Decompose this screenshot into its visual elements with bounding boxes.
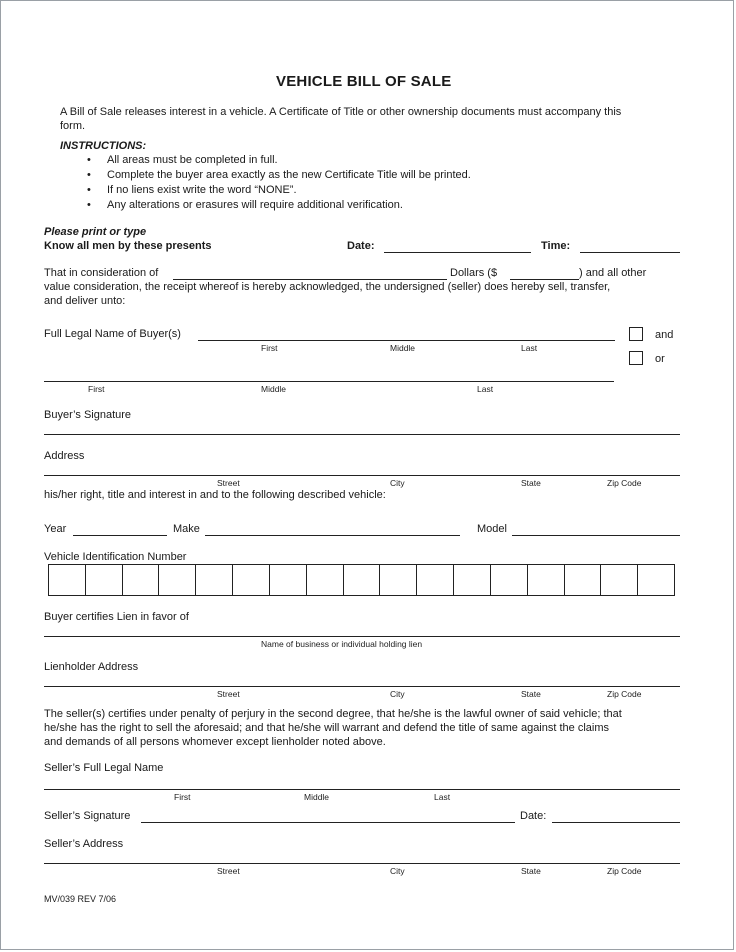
lien-holder-field[interactable] bbox=[44, 636, 680, 637]
seller-name-label: Seller’s Full Legal Name bbox=[44, 762, 164, 774]
or-checkbox[interactable] bbox=[629, 351, 643, 365]
vin-character-cell[interactable] bbox=[454, 565, 491, 595]
vin-character-cell[interactable] bbox=[417, 565, 454, 595]
vin-grid bbox=[48, 564, 675, 596]
year-field[interactable] bbox=[73, 535, 167, 536]
time-label: Time: bbox=[541, 240, 571, 252]
buyer-signature-label: Buyer’s Signature bbox=[44, 409, 132, 421]
date-label: Date: bbox=[347, 240, 375, 252]
seller-zip-caption: Zip Code bbox=[607, 866, 642, 876]
vin-character-cell[interactable] bbox=[491, 565, 528, 595]
model-field[interactable] bbox=[512, 535, 680, 536]
certification-text-line3: and demands of all persons whomever except lienholder noted above. bbox=[44, 736, 386, 748]
certification-text-line1: The seller(s) certifies under penalty of perjury in the second degree, that he/she is the lawful owner of said vehicle; that bbox=[44, 708, 622, 720]
seller-signature-label: Seller’s Signature bbox=[44, 810, 131, 822]
or-checkbox-label: or bbox=[655, 353, 665, 365]
buyer1-first-caption: First bbox=[261, 343, 278, 353]
vehicle-intro-text: his/her right, title and interest in and to the following described vehicle: bbox=[44, 489, 386, 501]
consideration-text-line2: value consideration, the receipt whereof is hereby acknowledged, the undersigned (seller) does hereby sell, transfer, bbox=[44, 281, 611, 293]
seller-city-caption: City bbox=[390, 866, 405, 876]
buyer-name-label: Full Legal Name of Buyer(s) bbox=[44, 328, 181, 340]
intro-text-line1: A Bill of Sale releases interest in a vehicle. A Certificate of Title or other ownership documents must accompany this bbox=[60, 106, 622, 118]
vin-character-cell[interactable] bbox=[159, 565, 196, 595]
seller-address-field[interactable] bbox=[44, 863, 680, 864]
vin-character-cell[interactable] bbox=[196, 565, 233, 595]
form-title: VEHICLE BILL OF SALE bbox=[276, 73, 452, 90]
instructions-list bbox=[60, 153, 471, 213]
and-checkbox-label: and bbox=[655, 329, 674, 341]
vin-character-cell[interactable] bbox=[49, 565, 86, 595]
buyer-name-field-2[interactable] bbox=[44, 381, 614, 382]
seller-date-field[interactable] bbox=[552, 822, 680, 823]
buyer-name-field-1[interactable] bbox=[198, 340, 615, 341]
instruction-item: • If no liens exist write the word “NONE”. bbox=[60, 183, 471, 198]
seller-signature-field[interactable] bbox=[141, 822, 515, 823]
seller-street-caption: Street bbox=[217, 866, 240, 876]
lien-label: Buyer certifies Lien in favor of bbox=[44, 611, 189, 623]
seller-state-caption: State bbox=[521, 866, 541, 876]
buyer-zip-caption: Zip Code bbox=[607, 478, 642, 488]
instruction-item: • Complete the buyer area exactly as the new Certificate Title will be printed. bbox=[60, 168, 471, 183]
dollars-label: Dollars ($ bbox=[450, 267, 498, 279]
vin-character-cell[interactable] bbox=[123, 565, 160, 595]
buyer-city-caption: City bbox=[390, 478, 405, 488]
seller-address-label: Seller’s Address bbox=[44, 838, 124, 850]
seller-last-caption: Last bbox=[434, 792, 451, 802]
lien-holder-caption: Name of business or individual holding lien bbox=[261, 639, 423, 649]
buyer-street-caption: Street bbox=[217, 478, 240, 488]
lienholder-address-label: Lienholder Address bbox=[44, 661, 139, 673]
seller-first-caption: First bbox=[174, 792, 191, 802]
buyer2-middle-caption: Middle bbox=[261, 384, 287, 394]
buyer1-middle-caption: Middle bbox=[390, 343, 416, 353]
intro-text-line2: form. bbox=[60, 120, 86, 132]
vin-character-cell[interactable] bbox=[380, 565, 417, 595]
lienholder-street-caption: Street bbox=[217, 689, 240, 699]
and-all-other-label: ) and all other bbox=[579, 267, 647, 279]
buyer2-last-caption: Last bbox=[477, 384, 494, 394]
seller-name-field[interactable] bbox=[44, 789, 680, 790]
buyer2-first-caption: First bbox=[88, 384, 105, 394]
vin-character-cell[interactable] bbox=[344, 565, 381, 595]
buyer-signature-field[interactable] bbox=[44, 434, 680, 435]
know-all-men-heading: Know all men by these presents bbox=[44, 240, 212, 252]
buyer1-last-caption: Last bbox=[521, 343, 538, 353]
make-label: Make bbox=[173, 523, 200, 535]
date-field[interactable] bbox=[384, 252, 531, 253]
vin-character-cell[interactable] bbox=[270, 565, 307, 595]
lienholder-zip-caption: Zip Code bbox=[607, 689, 642, 699]
vin-label: Vehicle Identification Number bbox=[44, 551, 187, 563]
lienholder-address-field[interactable] bbox=[44, 686, 680, 687]
and-checkbox[interactable] bbox=[629, 327, 643, 341]
vin-character-cell[interactable] bbox=[528, 565, 565, 595]
lienholder-city-caption: City bbox=[390, 689, 405, 699]
vin-character-cell[interactable] bbox=[307, 565, 344, 595]
instruction-item: • Any alterations or erasures will require additional verification. bbox=[60, 198, 471, 213]
vin-character-cell[interactable] bbox=[565, 565, 602, 595]
instruction-item: • All areas must be completed in full. bbox=[60, 153, 471, 168]
buyer-state-caption: State bbox=[521, 478, 541, 488]
vin-character-cell[interactable] bbox=[86, 565, 123, 595]
seller-middle-caption: Middle bbox=[304, 792, 330, 802]
vin-character-cell[interactable] bbox=[638, 565, 674, 595]
consideration-text-line3: and deliver unto: bbox=[44, 295, 126, 307]
make-field[interactable] bbox=[205, 535, 460, 536]
buyer-address-field[interactable] bbox=[44, 475, 680, 476]
year-label: Year bbox=[44, 523, 67, 535]
instructions-heading: INSTRUCTIONS: bbox=[60, 140, 147, 152]
print-or-type-note: Please print or type bbox=[44, 226, 147, 238]
consideration-label: That in consideration of bbox=[44, 267, 159, 279]
seller-date-label: Date: bbox=[520, 810, 547, 822]
certification-text-line2: he/she has the right to sell the aforesaid; and that he/she will warrant and defend the title of same against the claims bbox=[44, 722, 610, 734]
vin-character-cell[interactable] bbox=[601, 565, 638, 595]
lienholder-state-caption: State bbox=[521, 689, 541, 699]
buyer-address-label: Address bbox=[44, 450, 85, 462]
vin-character-cell[interactable] bbox=[233, 565, 270, 595]
consideration-amount-words-field[interactable] bbox=[173, 279, 447, 280]
model-label: Model bbox=[477, 523, 507, 535]
form-code: MV/039 REV 7/06 bbox=[44, 894, 117, 904]
time-field[interactable] bbox=[580, 252, 680, 253]
dollars-amount-field[interactable] bbox=[510, 279, 579, 280]
